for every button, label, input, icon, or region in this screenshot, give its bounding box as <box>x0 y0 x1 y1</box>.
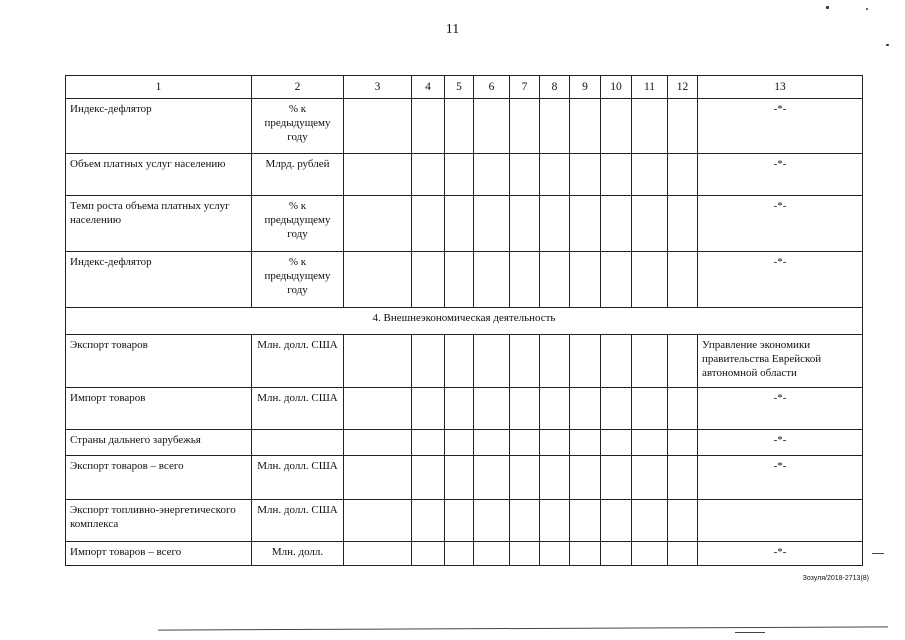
unit-of-measure <box>252 430 344 456</box>
table-row <box>66 196 863 252</box>
table-header-row <box>66 76 863 99</box>
indicator-name: Импорт товаров – всего <box>66 542 252 566</box>
value-cell <box>540 196 570 252</box>
value-cell <box>412 388 445 430</box>
value-cell <box>445 430 474 456</box>
value-cell <box>412 542 445 566</box>
unit-of-measure: Млн. долл. США <box>252 388 344 430</box>
indicator-name: Темп роста объема платных услуг населению <box>66 196 252 252</box>
indicator-name: Объем платных услуг населению <box>66 154 252 196</box>
value-cell <box>445 388 474 430</box>
unit-of-measure: Млн. долл. США <box>252 500 344 542</box>
value-cell <box>474 335 510 388</box>
value-cell <box>570 154 601 196</box>
scan-speck <box>826 6 829 9</box>
value-cell <box>570 335 601 388</box>
indicator-name: Индекс-дефлятор <box>66 99 252 154</box>
value-cell <box>570 252 601 308</box>
value-cell <box>510 430 540 456</box>
column-header: 1 <box>66 76 252 99</box>
value-cell <box>570 196 601 252</box>
value-cell <box>344 500 412 542</box>
value-cell <box>632 196 668 252</box>
value-cell <box>632 430 668 456</box>
indicator-name: Страны дальнего зарубежья <box>66 430 252 456</box>
indicator-name: Импорт товаров <box>66 388 252 430</box>
unit-of-measure: Млрд. рублей <box>252 154 344 196</box>
unit-of-measure: Млн. долл. США <box>252 456 344 500</box>
column-header: 3 <box>344 76 412 99</box>
value-cell <box>632 154 668 196</box>
indicator-name: Экспорт товаров <box>66 335 252 388</box>
value-cell <box>412 430 445 456</box>
value-cell <box>601 456 632 500</box>
value-cell <box>510 154 540 196</box>
value-cell <box>510 335 540 388</box>
responsible-body: Управление экономики правительства Еврейской автономной области <box>698 335 863 388</box>
value-cell <box>540 252 570 308</box>
column-header: 4 <box>412 76 445 99</box>
value-cell <box>668 430 698 456</box>
table-row <box>66 388 863 430</box>
value-cell <box>412 99 445 154</box>
value-cell <box>344 542 412 566</box>
responsible-body: -*- <box>698 542 863 566</box>
value-cell <box>474 154 510 196</box>
value-cell <box>474 430 510 456</box>
value-cell <box>570 456 601 500</box>
value-cell <box>570 542 601 566</box>
table-row <box>66 335 863 388</box>
responsible-body: -*- <box>698 99 863 154</box>
column-header: 13 <box>698 76 863 99</box>
responsible-body: -*- <box>698 252 863 308</box>
indicator-name: Экспорт топливно-энергетического комплекса <box>66 500 252 542</box>
unit-of-measure: Млн. долл. США <box>252 335 344 388</box>
responsible-body <box>698 500 863 542</box>
column-header: 9 <box>570 76 601 99</box>
value-cell <box>668 154 698 196</box>
value-cell <box>668 335 698 388</box>
value-cell <box>601 430 632 456</box>
value-cell <box>540 99 570 154</box>
responsible-body: -*- <box>698 196 863 252</box>
value-cell <box>474 456 510 500</box>
value-cell <box>474 196 510 252</box>
responsible-body: -*- <box>698 388 863 430</box>
value-cell <box>412 335 445 388</box>
value-cell <box>474 500 510 542</box>
column-header: 8 <box>540 76 570 99</box>
indicator-name: Индекс-дефлятор <box>66 252 252 308</box>
unit-of-measure: Млн. долл. <box>252 542 344 566</box>
indicator-name: Экспорт товаров – всего <box>66 456 252 500</box>
value-cell <box>344 456 412 500</box>
value-cell <box>510 252 540 308</box>
value-cell <box>632 456 668 500</box>
section-row <box>66 308 863 335</box>
page-number: 11 <box>445 22 460 37</box>
value-cell <box>510 542 540 566</box>
table-row <box>66 154 863 196</box>
value-cell <box>540 154 570 196</box>
value-cell <box>570 430 601 456</box>
value-cell <box>570 388 601 430</box>
value-cell <box>445 500 474 542</box>
table-row <box>66 456 863 500</box>
value-cell <box>412 252 445 308</box>
value-cell <box>344 99 412 154</box>
value-cell <box>344 252 412 308</box>
value-cell <box>510 500 540 542</box>
value-cell <box>474 388 510 430</box>
scan-speck <box>866 8 868 10</box>
value-cell <box>570 99 601 154</box>
value-cell <box>474 252 510 308</box>
value-cell <box>668 196 698 252</box>
value-cell <box>412 196 445 252</box>
responsible-body: -*- <box>698 154 863 196</box>
value-cell <box>668 500 698 542</box>
value-cell <box>474 542 510 566</box>
unit-of-measure: % к предыдущему году <box>252 196 344 252</box>
table-row <box>66 430 863 456</box>
value-cell <box>668 99 698 154</box>
scan-line <box>872 553 884 554</box>
value-cell <box>445 456 474 500</box>
column-header: 5 <box>445 76 474 99</box>
value-cell <box>632 500 668 542</box>
column-header: 2 <box>252 76 344 99</box>
value-cell <box>601 542 632 566</box>
value-cell <box>601 154 632 196</box>
value-cell <box>510 99 540 154</box>
value-cell <box>412 456 445 500</box>
column-header: 7 <box>510 76 540 99</box>
column-header: 10 <box>601 76 632 99</box>
value-cell <box>632 335 668 388</box>
unit-of-measure: % к предыдущему году <box>252 252 344 308</box>
value-cell <box>601 335 632 388</box>
value-cell <box>510 388 540 430</box>
value-cell <box>540 430 570 456</box>
value-cell <box>601 500 632 542</box>
value-cell <box>668 252 698 308</box>
value-cell <box>445 154 474 196</box>
table-row <box>66 252 863 308</box>
responsible-body: -*- <box>698 430 863 456</box>
indicators-table <box>65 75 863 566</box>
unit-of-measure: % к предыдущему году <box>252 99 344 154</box>
document-footer-code: Зозуля/2018-2713(8) <box>802 575 869 582</box>
value-cell <box>474 99 510 154</box>
value-cell <box>445 99 474 154</box>
table-row <box>66 500 863 542</box>
scan-line <box>735 632 765 633</box>
value-cell <box>601 388 632 430</box>
value-cell <box>445 542 474 566</box>
column-header: 12 <box>668 76 698 99</box>
value-cell <box>344 196 412 252</box>
column-header: 11 <box>632 76 668 99</box>
value-cell <box>344 430 412 456</box>
value-cell <box>540 335 570 388</box>
table-row <box>66 542 863 566</box>
table-row <box>66 99 863 154</box>
value-cell <box>445 252 474 308</box>
value-cell <box>668 388 698 430</box>
value-cell <box>668 542 698 566</box>
value-cell <box>344 335 412 388</box>
value-cell <box>601 196 632 252</box>
value-cell <box>510 196 540 252</box>
column-header: 6 <box>474 76 510 99</box>
value-cell <box>668 456 698 500</box>
value-cell <box>632 388 668 430</box>
value-cell <box>344 154 412 196</box>
value-cell <box>412 500 445 542</box>
value-cell <box>632 99 668 154</box>
scan-line <box>158 626 888 630</box>
value-cell <box>540 388 570 430</box>
scan-speck <box>886 44 889 46</box>
value-cell <box>540 456 570 500</box>
value-cell <box>601 252 632 308</box>
value-cell <box>540 542 570 566</box>
value-cell <box>632 252 668 308</box>
value-cell <box>344 388 412 430</box>
value-cell <box>570 500 601 542</box>
value-cell <box>540 500 570 542</box>
value-cell <box>445 196 474 252</box>
value-cell <box>412 154 445 196</box>
value-cell <box>601 99 632 154</box>
section-title: 4. Внешнеэкономическая деятельность <box>66 308 863 335</box>
value-cell <box>510 456 540 500</box>
value-cell <box>632 542 668 566</box>
value-cell <box>445 335 474 388</box>
responsible-body: -*- <box>698 456 863 500</box>
